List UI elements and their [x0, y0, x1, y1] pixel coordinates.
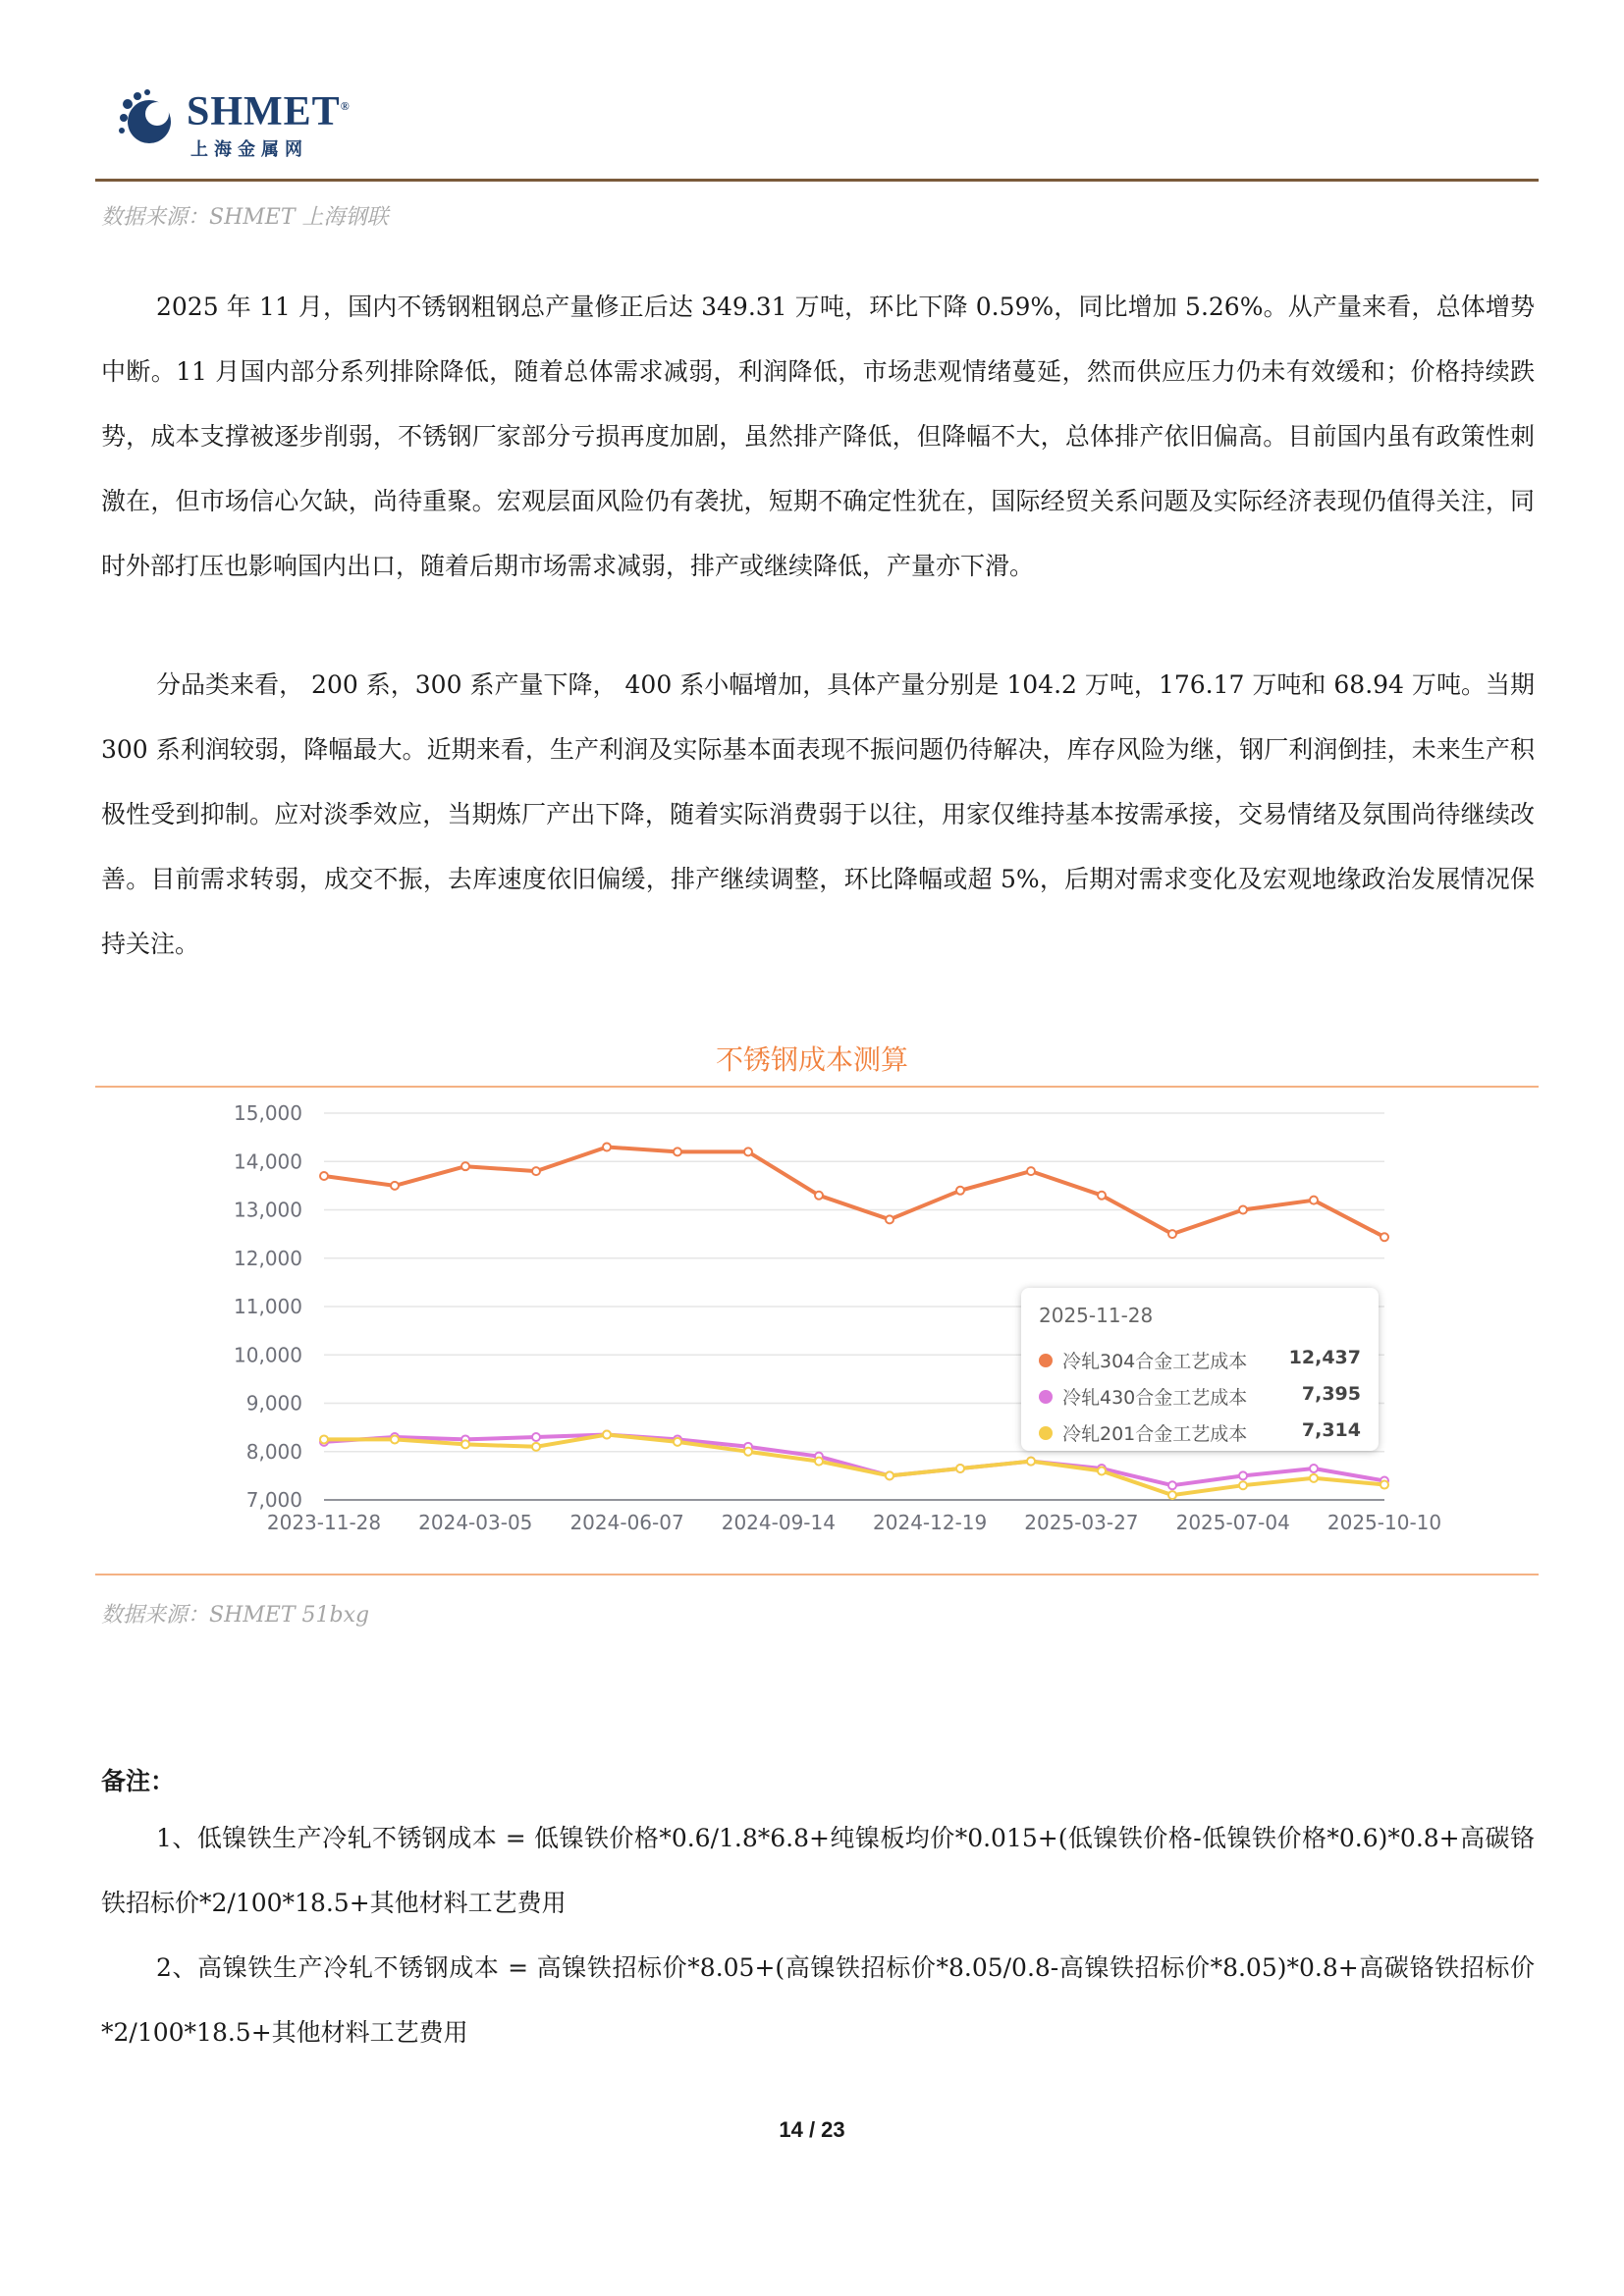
data-point	[674, 1148, 681, 1155]
data-point	[744, 1448, 752, 1456]
legend-dot-201-icon	[1039, 1426, 1053, 1440]
x-tick-label: 2024-09-14	[721, 1511, 836, 1534]
data-point	[1098, 1192, 1106, 1200]
chart-tooltip	[1021, 1288, 1379, 1451]
note-item-1: 1、低镍铁生产冷轧不锈钢成本 = 低镍铁价格*0.6/1.8*6.8+纯镍板均价*0.015+(低镍铁价格-低镍铁价格*0.6)*0.8+高碳铬铁招标价*2/100*18.5+其他材料工艺费用	[101, 1824, 1535, 1917]
data-point	[815, 1192, 823, 1200]
x-tick-label: 2025-03-27	[1024, 1511, 1139, 1534]
x-tick-label: 2025-10-10	[1326, 1511, 1442, 1534]
data-point	[674, 1435, 681, 1443]
tooltip-series-value: 7,395	[1301, 1383, 1361, 1405]
x-tick-label: 2023-11-28	[266, 1511, 382, 1534]
legend-dot-304-icon	[1039, 1354, 1053, 1367]
notes-title: 备注：	[101, 1767, 176, 1795]
data-point	[1168, 1230, 1176, 1238]
data-point	[1239, 1471, 1247, 1479]
data-point	[1098, 1467, 1106, 1474]
data-point	[1027, 1458, 1035, 1466]
tooltip-row-304	[1039, 1345, 1361, 1374]
page-number: 14 / 23	[779, 2117, 845, 2142]
source-note-top: 数据来源：SHMET 上海钢联	[101, 205, 389, 230]
legend-dot-430-icon	[1039, 1390, 1053, 1404]
shmet-logo	[116, 84, 371, 163]
y-tick-label: 11,000	[234, 1295, 302, 1318]
data-point	[956, 1465, 964, 1472]
data-point	[603, 1431, 611, 1439]
data-point	[1310, 1465, 1318, 1472]
tooltip-series-name: 冷轧430合金工艺成本	[1062, 1387, 1248, 1409]
registered-mark: ®	[340, 99, 351, 113]
tooltip-series-value: 12,437	[1288, 1347, 1361, 1368]
chart-title: 不锈钢成本测算	[715, 1043, 908, 1076]
chart-bottom-rule	[95, 1574, 1539, 1575]
logo-subtitle: 上海金属网	[190, 139, 308, 160]
data-point	[532, 1443, 540, 1451]
y-tick-label: 8,000	[245, 1439, 302, 1464]
data-point	[744, 1443, 752, 1451]
y-tick-label: 15,000	[234, 1101, 302, 1125]
data-point	[603, 1431, 611, 1439]
data-point	[1098, 1465, 1106, 1472]
tooltip-row-201	[1039, 1417, 1361, 1447]
data-point	[815, 1453, 823, 1461]
paragraph-production: 2025 年 11 月，国内不锈钢粗钢总产量修正后达 349.31 万吨，环比下降 0.59%，同比增加 5.26%。从产量来看，总体增势中断。11 月国内部分系列排除降低，随着总体需求减弱，利润降低，市场悲观情绪蔓延，然而供应压力仍未有效缓和；价格持续跌势，成本支撑被逐步削弱，不锈钢厂家部分亏损再度加剧，虽然排产降低，但降幅不大，总体排产依旧偏高。目前国内虽有政策性刺激在，但市场信心欠缺，尚待重聚。宏观层面风险仍有袭扰，短期不确定性犹在，国际经贸关系问题及实际经济表现仍值得关注，同时外部打压也影响国内出口，随着后期市场需求减弱，排产或继续降低，产量亦下滑。	[101, 293, 1535, 580]
y-tick-label: 13,000	[234, 1198, 302, 1222]
logo-mark-icon	[116, 84, 185, 153]
data-point	[532, 1433, 540, 1441]
data-point	[1027, 1167, 1035, 1175]
data-point	[603, 1143, 611, 1150]
chart-top-rule	[95, 1086, 1539, 1088]
x-tick-label: 2024-06-07	[569, 1511, 684, 1534]
data-point	[461, 1162, 469, 1170]
data-point	[320, 1172, 328, 1180]
y-tick-label: 10,000	[234, 1343, 302, 1367]
y-tick-label: 9,000	[245, 1391, 302, 1415]
data-point	[1239, 1481, 1247, 1489]
tooltip-date: 2025-11-28	[1039, 1304, 1154, 1327]
data-point	[674, 1438, 681, 1446]
series-line-0	[324, 1148, 1384, 1238]
data-point	[744, 1148, 752, 1155]
x-tick-label: 2025-07-04	[1175, 1511, 1290, 1534]
data-point	[391, 1182, 399, 1190]
x-tick-label: 2024-03-05	[418, 1511, 533, 1534]
data-point	[1380, 1233, 1388, 1241]
y-tick-label: 12,000	[234, 1246, 302, 1270]
data-point	[1380, 1477, 1388, 1485]
y-tick-label: 14,000	[234, 1149, 302, 1174]
tooltip-row-430	[1039, 1381, 1361, 1411]
data-point	[1380, 1481, 1388, 1489]
source-note-bottom: 数据来源：SHMET 51bxg	[101, 1603, 370, 1628]
y-tick-label: 7,000	[245, 1488, 302, 1512]
data-point	[391, 1435, 399, 1443]
data-point	[320, 1435, 328, 1443]
data-point	[1239, 1206, 1247, 1214]
data-point	[815, 1458, 823, 1466]
note-item-2: 2、高镍铁生产冷轧不锈钢成本 = 高镍铁招标价*8.05+(高镍铁招标价*8.05/0.8-高镍铁招标价*8.05)*0.8+高碳铬铁招标价*2/100*18.5+其他材料工艺费用	[101, 1953, 1535, 2047]
header-divider	[95, 179, 1539, 182]
x-tick-label: 2024-12-19	[873, 1511, 988, 1534]
tooltip-series-name: 冷轧201合金工艺成本	[1062, 1423, 1248, 1445]
data-point	[886, 1471, 893, 1479]
data-point	[1310, 1474, 1318, 1482]
data-point	[1168, 1481, 1176, 1489]
paragraph-categories: 分品类来看， 200 系，300 系产量下降， 400 系小幅增加，具体产量分别是 104.2 万吨，176.17 万吨和 68.94 万吨。当期 300 系利润较弱，降幅最大。近期来看，生产利润及实际基本面表现不振问题仍待解决，库存风险为继，钢厂利润倒挂，未来生产积极性受到抑制。应对淡季效应，当期炼厂产出下降，随着实际消费弱于以往，用家仅维持基本按需承接，交易情绪及氛围尚待继续改善。目前需求转弱，成交不振，去库速度依旧偏缓，排产继续调整，环比降幅或超 5%，后期对需求变化及宏观地缘政治发展情况保持关注。	[101, 670, 1535, 958]
data-point	[320, 1438, 328, 1446]
data-point	[886, 1215, 893, 1223]
data-point	[1168, 1491, 1176, 1499]
data-point	[461, 1440, 469, 1448]
data-point	[391, 1433, 399, 1441]
data-point	[956, 1187, 964, 1195]
data-point	[956, 1465, 964, 1472]
logo-text: SHMET®	[187, 89, 351, 134]
tooltip-series-value: 7,314	[1301, 1419, 1361, 1441]
data-point	[1310, 1197, 1318, 1204]
data-point	[532, 1167, 540, 1175]
tooltip-series-name: 冷轧304合金工艺成本	[1062, 1351, 1248, 1372]
data-point	[461, 1435, 469, 1443]
data-point	[1027, 1458, 1035, 1466]
data-point	[886, 1471, 893, 1479]
